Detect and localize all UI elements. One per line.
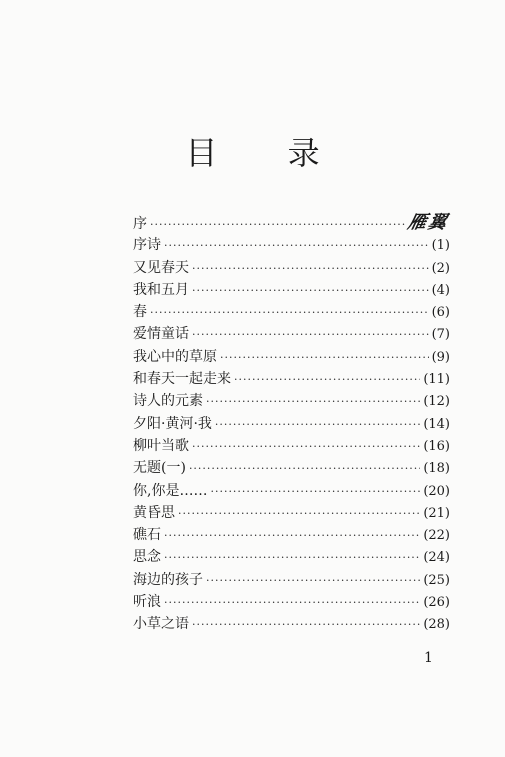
dot-leader [234,369,420,391]
dot-leader [192,614,420,636]
toc-entry-page: (14) [423,416,450,432]
toc-entry [133,480,450,502]
dot-leader [164,592,420,614]
toc-entry-title: 和春天一起走来 [133,371,231,388]
toc-entry [133,368,450,390]
author-signature: 雁翼 [405,212,451,233]
toc-entry-page: (26) [423,595,450,611]
dot-leader [150,214,405,236]
toc-entry-page: (25) [423,572,450,588]
toc-entry-title: 无题(一) [133,460,186,477]
dot-leader [192,280,429,302]
toc-entry-page: (6) [431,305,450,321]
toc-entry-page: (18) [423,461,450,477]
toc-entry [133,212,450,234]
toc-entry [133,502,450,524]
toc-entry-page: (24) [423,550,450,566]
toc-entry [133,346,450,368]
toc-entry-title: 思念 [133,549,161,566]
toc-entry-page: (1) [431,238,450,254]
dot-leader [189,458,420,480]
toc-entry [133,390,450,412]
toc-entry [133,279,450,301]
toc-entry-title: 爱情童话 [133,326,189,343]
dot-leader [220,347,429,369]
toc-entry-title: 小草之语 [133,616,189,633]
toc-entry [133,591,450,613]
dot-leader [192,324,429,346]
toc-entry [133,234,450,256]
toc-entry-title: 海边的孩子 [133,571,203,588]
dot-leader [206,570,420,592]
toc-entry-title: 礁石 [133,527,161,544]
toc-entry [133,613,450,635]
toc-entry-page: (12) [423,394,450,410]
page-title: 目 录 [185,134,350,172]
toc-entry-page: (16) [423,438,450,454]
toc-entry-title: 我和五月 [133,281,189,298]
dot-leader [164,525,420,547]
table-of-contents [133,212,450,636]
page-number: 1 [424,650,433,666]
toc-entry-title: 黄昏思 [133,504,175,521]
toc-entry-title: 春 [133,304,147,321]
toc-entry-page: (22) [423,528,450,544]
dot-leader [210,481,420,503]
dot-leader [150,302,429,324]
toc-entry-title: 又见春天 [133,259,189,276]
dot-leader [192,258,429,280]
toc-entry-page: (28) [423,617,450,633]
toc-entry-title: 你,你是…… [133,482,208,499]
toc-entry-page: (4) [431,282,450,298]
toc-entry-title: 诗人的元素 [133,393,203,410]
toc-entry-page: (11) [423,372,450,388]
toc-entry-page: (7) [431,327,450,343]
toc-entry-title: 夕阳·黄河·我 [133,415,212,432]
dot-leader [164,235,429,257]
dot-leader [192,436,420,458]
toc-entry [133,546,450,568]
toc-entry [133,301,450,323]
dot-leader [215,414,420,436]
toc-entry-page: (20) [423,483,450,499]
toc-entry-page: (2) [431,260,450,276]
toc-entry [133,257,450,279]
toc-entry-title: 序 [133,216,147,232]
toc-entry-title: 我心中的草原 [133,348,217,365]
toc-entry [133,569,450,591]
toc-entry [133,457,450,479]
toc-entry [133,435,450,457]
toc-entry-page: (21) [423,505,450,521]
toc-entry-title: 听浪 [133,594,161,611]
toc-entry-title: 序诗 [133,237,161,254]
dot-leader [164,547,420,569]
toc-entry-page: (9) [431,349,450,365]
toc-entry [133,524,450,546]
dot-leader [178,503,420,525]
toc-entry [133,413,450,435]
toc-entry [133,323,450,345]
toc-entry-title: 柳叶当歌 [133,437,189,454]
dot-leader [206,391,420,413]
